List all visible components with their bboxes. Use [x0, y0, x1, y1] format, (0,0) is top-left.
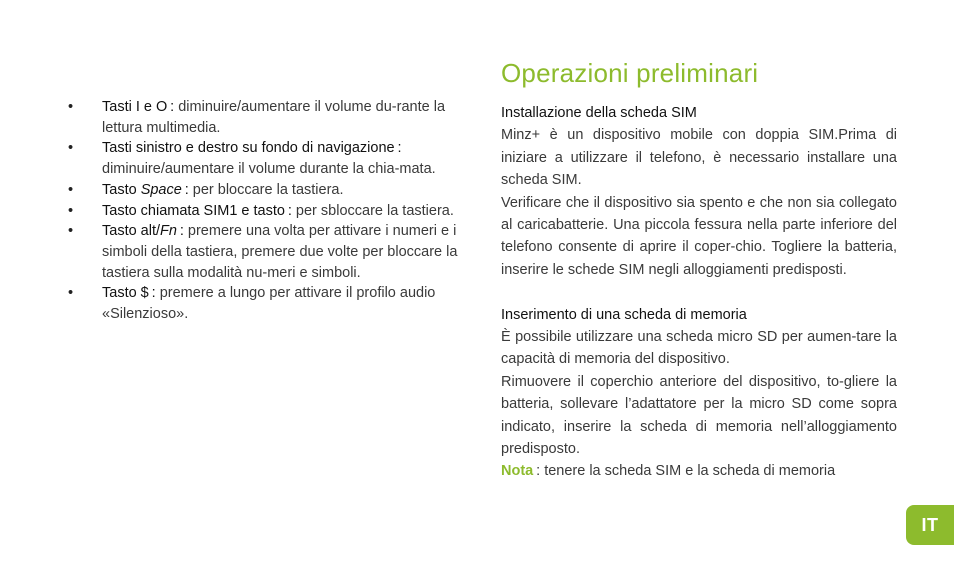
- key-name: [102, 182, 189, 198]
- key-description: diminuire/aumentare il volume durante la chia-mata.: [102, 161, 436, 178]
- key-description: per sbloccare la tastiera.: [291, 202, 454, 219]
- list-item: [68, 180, 460, 201]
- left-column: [68, 97, 460, 325]
- paragraph: Rimuovere il coperchio anteriore del dispositivo, to-gliere la batteria, sollevare l’adattatore per la micro SD come sopra indicato, inserire la scheda di memoria nell’alloggiamento predisposto.: [501, 373, 897, 458]
- list-item: [68, 201, 460, 222]
- key-description: per bloccare la tastiera.: [188, 181, 344, 198]
- note-paragraph: [501, 460, 897, 482]
- list-item: [68, 221, 460, 283]
- key-name: Tasto chiamata SIM1 e tasto :: [102, 202, 292, 219]
- key-name-prefix: Tasto alt/: [102, 223, 161, 240]
- bullet-icon: •: [68, 140, 74, 157]
- key-name: Tasto $ :: [102, 285, 156, 302]
- key-description: premere a lungo per attivare il profilo audio «Silenzioso».: [102, 285, 436, 323]
- key-name: [102, 223, 184, 239]
- key-name-italic: Fn: [160, 223, 177, 240]
- paragraph: È possibile utilizzare una scheda micro SD per aumen-tare la capacità di memoria del dispositivo.: [501, 329, 897, 368]
- right-column: [501, 56, 897, 483]
- key-name-suffix: :: [176, 223, 184, 240]
- key-description: premere una volta per attivare i numeri e i simboli della tastiera, premere due volte per bloccare la tastiera sulla modalità nu-meri e simboli.: [102, 223, 458, 281]
- language-tab: IT: [906, 505, 954, 545]
- bullet-icon: •: [68, 285, 74, 302]
- section-heading-sim: Installazione della scheda SIM: [501, 105, 697, 121]
- key-name-italic: Space: [140, 181, 182, 198]
- bullet-icon: •: [68, 223, 74, 240]
- key-description: diminuire/aumentare il volume du-rante la lettura multimedia.: [102, 99, 446, 136]
- list-item: [68, 97, 460, 138]
- page-title: Operazioni preliminari: [501, 58, 759, 88]
- key-name-prefix: Tasto: [102, 181, 141, 198]
- note-text: : tenere la scheda SIM e la scheda di memoria: [533, 463, 836, 480]
- list-item: [68, 283, 460, 324]
- list-item: [68, 138, 460, 179]
- bullet-icon: •: [68, 181, 74, 198]
- bullet-icon: •: [68, 99, 74, 115]
- note-label: Nota: [501, 463, 534, 480]
- bullet-icon: •: [68, 202, 74, 219]
- spacer: [501, 281, 897, 303]
- paragraph: Minz+ è un dispositivo mobile con doppia SIM.Prima di iniziare a utilizzare il telefono, è necessario installare una scheda SIM.: [501, 127, 897, 189]
- paragraph: Verificare che il dispositivo sia spento e che non sia collegato al caricabatterie. Una piccola fessura nella parte inferiore del telefono consente di aprire il coper-chio. Togliere la batteria, inserire le schede SIM negli alloggiamenti predisposti.: [501, 194, 897, 278]
- keys-list: [68, 97, 460, 325]
- key-name: Tasti sinistro e destro su fondo di navigazione :: [102, 140, 402, 157]
- key-name-suffix: :: [181, 181, 189, 198]
- key-name: Tasti I e O :: [102, 99, 175, 115]
- section-heading-memory: Inserimento di una scheda di memoria: [501, 306, 747, 323]
